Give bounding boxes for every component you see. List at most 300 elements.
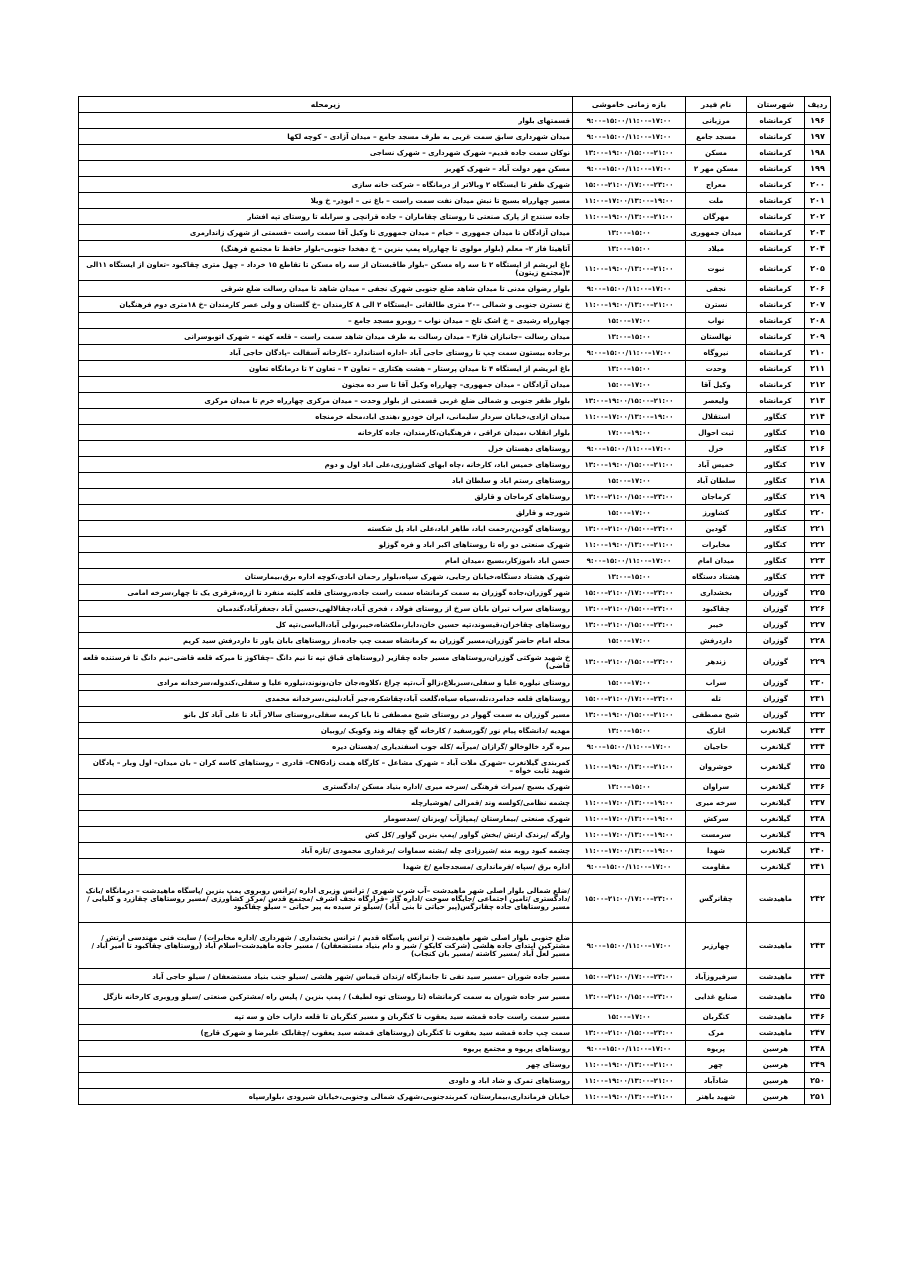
table-row <box>79 779 831 795</box>
cell-time: ۲۳:۰۰–۲۱:۰۰/۱۵:۰۰–۱۳:۰۰ <box>573 1025 686 1041</box>
cell-row: ۱۹۶ <box>805 113 831 129</box>
cell-area: کمربندی گیلانغرب –شهرک ملات آباد – شهرک مشاعل – کارگاه همت زادCNG– قادری – روستاهای کاسه کران – بان میدان– اول وبار – پادگان شهید ثابت خواه – <box>79 755 573 779</box>
cell-city: کرمانشاه <box>747 129 805 145</box>
cell-feeder: اتارک <box>686 723 747 739</box>
cell-row: ۱۹۷ <box>805 129 831 145</box>
cell-area: مسیر سر جاده شوران به سمت کرمانشاه (تا روستای توه لطیف) / پمپ بنزین / پلیس راه /مشترکین صنعتی /سیلو وروبری کارخانه نازگل <box>79 985 573 1009</box>
table-row <box>79 145 831 161</box>
cell-area: روستاهای پریوه و مجتمع پریوه <box>79 1041 573 1057</box>
table-row <box>79 313 831 329</box>
cell-row: ۲۱۹ <box>805 489 831 505</box>
table-row <box>79 601 831 617</box>
cell-feeder: بخشداری <box>686 585 747 601</box>
cell-time: ۲۳:۰۰–۲۱:۰۰/۱۷:۰۰–۱۵:۰۰ <box>573 875 686 923</box>
table-row <box>79 811 831 827</box>
cell-feeder: نهالستان <box>686 329 747 345</box>
table-row <box>79 377 831 393</box>
cell-city: کرمانشاه <box>747 377 805 393</box>
table-row <box>79 457 831 473</box>
cell-feeder: ولیعصر <box>686 393 747 409</box>
cell-city: کرمانشاه <box>747 161 805 177</box>
cell-city: ماهیدشت <box>747 1009 805 1025</box>
cell-feeder: پریوه <box>686 1041 747 1057</box>
cell-time: ۱۷:۰۰–۱۵:۰۰/۱۱:۰۰–۹:۰۰ <box>573 345 686 361</box>
table-row <box>79 723 831 739</box>
cell-row: ۲۱۷ <box>805 457 831 473</box>
cell-city: کرمانشاه <box>747 361 805 377</box>
cell-time: ۲۱:۰۰–۱۹:۰۰/۱۳:۰۰–۱۱:۰۰ <box>573 257 686 281</box>
cell-city: گیلانغرب <box>747 827 805 843</box>
cell-time: ۲۳:۰۰–۲۱:۰۰/۱۷:۰۰–۱۵:۰۰ <box>573 691 686 707</box>
cell-time: ۲۱:۰۰–۱۹:۰۰/۱۳:۰۰–۱۱:۰۰ <box>573 1057 686 1073</box>
table-row <box>79 553 831 569</box>
table-row <box>79 985 831 1009</box>
cell-city: گیلانغرب <box>747 811 805 827</box>
cell-city: کرمانشاه <box>747 345 805 361</box>
cell-time: ۱۹:۰۰–۱۷:۰۰/۱۳:۰۰–۱۱:۰۰ <box>573 409 686 425</box>
cell-city: گیلانغرب <box>747 843 805 859</box>
cell-feeder: وحدت <box>686 361 747 377</box>
cell-city: کرمانشاه <box>747 113 805 129</box>
cell-time: ۱۹:۰۰–۱۷:۰۰ <box>573 425 686 441</box>
cell-time: ۲۱:۰۰–۱۹:۰۰/۱۳:۰۰–۱۱:۰۰ <box>573 1089 686 1105</box>
cell-city: گیلانغرب <box>747 739 805 755</box>
cell-time: ۲۳:۰۰–۲۱:۰۰/۱۷:۰۰–۱۵:۰۰ <box>573 585 686 601</box>
cell-feeder: مخابرات <box>686 537 747 553</box>
cell-time: ۱۷:۰۰–۱۵:۰۰/۱۱:۰۰–۹:۰۰ <box>573 859 686 875</box>
cell-feeder: شهید باهنر <box>686 1089 747 1105</box>
cell-time: ۱۷:۰۰–۱۵:۰۰ <box>573 505 686 521</box>
cell-area: جاده سنندج از پارک صنعتی تا روستای چقاماران – جاده قزانچی و سرابله تا روستای تپه افشار <box>79 209 573 225</box>
cell-area: شهر گوزران،جاده گوزران به سمت کرمانشاه سمت راست جاده،روستای قلعه کلیته منفرد تا ازره،قرقری یک تا چهار،سرخه امامی <box>79 585 573 601</box>
table-row <box>79 113 831 129</box>
cell-row: ۲۲۴ <box>805 569 831 585</box>
cell-city: کرمانشاه <box>747 281 805 297</box>
cell-row: ۲۲۲ <box>805 537 831 553</box>
cell-area: باغ ابریشم از ایستگاه ۲ تا سه راه مسکن –بلوار طاقبستان از سه راه مسکن تا تقاطع ۱۵ خرداد – چهل متری چقاکبود –تعاون از ایستگاه ۱۱الی ۴(مجتمع زیتون) <box>79 257 573 281</box>
cell-area: روستای نیلوره علیا و سفلی،سبزبلاغ،زالو آب،تپه چراغ ،کلاوه،جان جان،ونوند،نیلوره علیا و سفلی،کندوله،سرخدانه مرادی <box>79 675 573 691</box>
cell-city: کنگاور <box>747 489 805 505</box>
cell-area: بلوار ظفر جنوبی و شمالی ضلع غربی قسمتی از بلوار وحدت – میدان مرکزی چهارراه خرم تا میدان مرکزی <box>79 393 573 409</box>
cell-feeder: سرفیروزآباد <box>686 969 747 985</box>
cell-time: ۱۵:۰۰–۱۳:۰۰ <box>573 361 686 377</box>
cell-feeder: شهدا <box>686 843 747 859</box>
cell-time: ۱۷:۰۰–۱۵:۰۰/۱۱:۰۰–۹:۰۰ <box>573 553 686 569</box>
cell-city: کرمانشاه <box>747 313 805 329</box>
cell-row: ۲۵۰ <box>805 1073 831 1089</box>
cell-area: خیابان فرمانداری،بیمارستان، کمربندجنوبی،شهرک شمالی وجنوبی،خیابان شیرودی ،بلوارسپاه <box>79 1089 573 1105</box>
cell-city: کنگاور <box>747 425 805 441</box>
cell-row: ۲۴۶ <box>805 1009 831 1025</box>
cell-area: ضلع جنوبی بلوار اصلی شهر ماهیدشت ( ترانس پاسگاه قدیم / ترانس بخشداری / شهرداری /اداره مخابرات) / سایت فنی مهندسی ارتش / مشترکین ابتدای جاده هلشی (شرکت کایکو / شیر و دام بنیاد مستضعفان) / مسیر جاده ماهیدشت–اسلام آباد (روستاهای چقاکبود تا امیر آباد / مسیر لعل آباد /مسیر کاشته /مسیر بان کنجاب) <box>79 923 573 969</box>
cell-time: ۲۳:۰۰–۲۱:۰۰/۱۵:۰۰–۱۳:۰۰ <box>573 489 686 505</box>
cell-area: میدان رسالت –جانبازان فاز۴ – میدان رسالت به طرف میدان شاهد سمت راست – قلعه کهنه – شهرک اتوبوسرانی <box>79 329 573 345</box>
cell-city: کنگاور <box>747 537 805 553</box>
table-row <box>79 875 831 923</box>
table-body <box>79 113 831 1105</box>
cell-area: آتاهیتا فاز ۲– معلم (بلوار مولوی تا چهارراه پمپ بنزین – خ دهخدا جنوبی–بلوار حافظ تا مجتمع فرهنگ) <box>79 241 573 257</box>
cell-area: بلوار انقلاب ،میدان عراقی ، فرهنگیان،کارمندان، جاده کارخانه <box>79 425 573 441</box>
cell-feeder: شیخ مصطفی <box>686 707 747 723</box>
cell-area: چشمه نظامی/کولسه وند /قمرالی /هوشیارچله <box>79 795 573 811</box>
cell-feeder: میلاد <box>686 241 747 257</box>
cell-time: ۲۱:۰۰–۱۹:۰۰/۱۳:۰۰–۱۱:۰۰ <box>573 537 686 553</box>
table-row <box>79 241 831 257</box>
cell-feeder: ملت <box>686 193 747 209</box>
table-row <box>79 969 831 985</box>
cell-time: ۲۱:۰۰–۱۹:۰۰/۱۵:۰۰–۱۳:۰۰ <box>573 707 686 723</box>
cell-row: ۲۰۲ <box>805 209 831 225</box>
cell-feeder: شادآباد <box>686 1073 747 1089</box>
cell-area: مسکن مهر دولت آباد – شهرک کهریز <box>79 161 573 177</box>
cell-time: ۱۵:۰۰–۱۳:۰۰ <box>573 569 686 585</box>
cell-row: ۲۱۶ <box>805 441 831 457</box>
cell-feeder: معراج <box>686 177 747 193</box>
cell-time: ۱۹:۰۰–۱۷:۰۰/۱۳:۰۰–۱۱:۰۰ <box>573 827 686 843</box>
cell-time: ۲۳:۰۰–۲۱:۰۰/۱۵:۰۰–۱۳:۰۰ <box>573 601 686 617</box>
cell-time: ۱۷:۰۰–۱۵:۰۰ <box>573 633 686 649</box>
cell-area: روستای چهر <box>79 1057 573 1073</box>
cell-feeder: صنایع غذایی <box>686 985 747 1009</box>
cell-area: روستاهای سراب تیران بابان سرخ از روستای فولاد ، فخری آباد،چقالالهی،حسین آباد ،جعفرآباد،گندمبان <box>79 601 573 617</box>
cell-time: ۱۷:۰۰–۱۵:۰۰/۱۱:۰۰–۹:۰۰ <box>573 113 686 129</box>
cell-row: ۲۴۳ <box>805 923 831 969</box>
cell-row: ۲۳۴ <box>805 739 831 755</box>
cell-row: ۲۰۸ <box>805 313 831 329</box>
table-row <box>79 281 831 297</box>
cell-area: چشمه کبود روبه منه /شیرزادی چله /بشته سماوات /برغداری محمودی /تازه آباد <box>79 843 573 859</box>
cell-city: کرمانشاه <box>747 193 805 209</box>
table-row <box>79 409 831 425</box>
cell-area: روستاهای رستم اباد و سلطان اباد <box>79 473 573 489</box>
cell-time: ۱۷:۰۰–۱۵:۰۰ <box>573 1009 686 1025</box>
cell-area: میدان آزادگان تا میدان جمهوری – خیام – میدان جمهوری تا وکیل آقا سمت راست –قسمتی از شهرک زاندارمری <box>79 225 573 241</box>
table-row <box>79 177 831 193</box>
header-city: شهرستان <box>747 97 805 113</box>
cell-feeder: چقاکبود <box>686 601 747 617</box>
cell-area: خ شهید شوکتی گوزران،روستاهای مسیر جاده چقازیر (روستاهای قباق تپه تا نیم دانگ –چقاکوز تا میرکه قلعه قاضی–نیم دانگ تا فرستنده قلعه قاضی) <box>79 649 573 675</box>
cell-city: کنگاور <box>747 569 805 585</box>
cell-city: گوزران <box>747 601 805 617</box>
cell-row: ۲۰۹ <box>805 329 831 345</box>
cell-area: شهرک بسیج /میراث فرهنگی /سرخه میری /اداره بنیاد مسکن /دادگستری <box>79 779 573 795</box>
cell-time: ۲۱:۰۰–۱۹:۰۰/۱۳:۰۰–۱۱:۰۰ <box>573 297 686 313</box>
table-row <box>79 1009 831 1025</box>
cell-feeder: سراوان <box>686 779 747 795</box>
cell-city: کرمانشاه <box>747 209 805 225</box>
table-row <box>79 1073 831 1089</box>
cell-feeder: خمیس آباد <box>686 457 747 473</box>
cell-time: ۱۵:۰۰–۱۳:۰۰ <box>573 241 686 257</box>
cell-time: ۱۹:۰۰–۱۷:۰۰/۱۳:۰۰–۱۱:۰۰ <box>573 795 686 811</box>
table-row <box>79 473 831 489</box>
cell-area: شهرک ظفر تا ایستگاه ۲ وبالاتر از درمانگاه – شرکت خانه سازی <box>79 177 573 193</box>
cell-area: روستاهای خمیس اباد، کارخانه ،چاه ابهای کشاورزی،علی اباد اول و دوم <box>79 457 573 473</box>
cell-city: کنگاور <box>747 505 805 521</box>
cell-city: کرمانشاه <box>747 241 805 257</box>
cell-time: ۲۱:۰۰–۱۹:۰۰/۱۵:۰۰–۱۳:۰۰ <box>573 145 686 161</box>
header-row-number: ردیف <box>805 97 831 113</box>
cell-area: سمت چپ جاده قمشه سید یعقوب تا کنگربان (روستاهای قمشه سید یعقوب /چقابلک علیرضا و شهرک قارچ) <box>79 1025 573 1041</box>
cell-city: گیلانغرب <box>747 779 805 795</box>
cell-city: هرسین <box>747 1057 805 1073</box>
cell-feeder: نواب <box>686 313 747 329</box>
header-area: زیرمحله <box>79 97 573 113</box>
cell-row: ۱۹۸ <box>805 145 831 161</box>
cell-feeder: سراب <box>686 675 747 691</box>
outage-schedule-sheet <box>78 96 830 1105</box>
cell-city: کرمانشاه <box>747 393 805 409</box>
cell-feeder: داردرفش <box>686 633 747 649</box>
cell-city: ماهیدشت <box>747 969 805 985</box>
cell-area: مسیر چهارراه بسیج تا نبش میدان نفت سمت راست – باغ نی – ابوذر– خ ویلا <box>79 193 573 209</box>
cell-feeder: سرمست <box>686 827 747 843</box>
cell-area: وارگه /پرندک ارتش /بخش گواور /پمپ بنزین گواور /کل کش <box>79 827 573 843</box>
cell-time: ۱۵:۰۰–۱۳:۰۰ <box>573 723 686 739</box>
table-row <box>79 569 831 585</box>
table-row <box>79 537 831 553</box>
cell-row: ۲۳۷ <box>805 795 831 811</box>
cell-row: ۲۰۷ <box>805 297 831 313</box>
cell-time: ۲۱:۰۰–۱۹:۰۰/۱۳:۰۰–۱۱:۰۰ <box>573 209 686 225</box>
cell-area: میدان شهرداری سابق سمت غربی به طرف مسجد جامع – میدان آزادی – کوچه لکها <box>79 129 573 145</box>
cell-city: گیلانغرب <box>747 723 805 739</box>
cell-feeder: کرماجان <box>686 489 747 505</box>
cell-area: محله امام حاضر گوزران،مسیر گوزران به کرمانشاه سمت چپ جاده،از روستاهای بابان یاور تا داردرفش سید کریم <box>79 633 573 649</box>
table-row <box>79 209 831 225</box>
cell-row: ۲۳۹ <box>805 827 831 843</box>
cell-feeder: کشاورز <box>686 505 747 521</box>
table-row <box>79 795 831 811</box>
cell-feeder: خوشروان <box>686 755 747 779</box>
cell-city: کنگاور <box>747 473 805 489</box>
table-row <box>79 345 831 361</box>
cell-row: ۲۳۰ <box>805 675 831 691</box>
table-row <box>79 1089 831 1105</box>
cell-feeder: ثبت احوال <box>686 425 747 441</box>
cell-area: شهرک صنعتی دو راه تا روستاهای اکبر اباد و فره گوزلو <box>79 537 573 553</box>
cell-row: ۲۰۶ <box>805 281 831 297</box>
cell-row: ۲۲۷ <box>805 617 831 633</box>
cell-time: ۱۷:۰۰–۱۵:۰۰/۱۱:۰۰–۹:۰۰ <box>573 1041 686 1057</box>
cell-feeder: نیروگاه <box>686 345 747 361</box>
cell-row: ۲۰۱ <box>805 193 831 209</box>
cell-row: ۲۴۵ <box>805 985 831 1009</box>
cell-row: ۲۳۳ <box>805 723 831 739</box>
cell-city: کرمانشاه <box>747 297 805 313</box>
cell-feeder: گودین <box>686 521 747 537</box>
cell-area: روستاهای قلعه خدامرد،تله،سیاه سیاه،گلعت آباد،چقاشکره،جبر آباد،لینی،سرخدانه محمدی <box>79 691 573 707</box>
cell-row: ۲۱۰ <box>805 345 831 361</box>
cell-feeder: چقانرگس <box>686 875 747 923</box>
cell-city: گیلانغرب <box>747 755 805 779</box>
cell-feeder: هشتاد دستگاه <box>686 569 747 585</box>
cell-time: ۲۱:۰۰–۱۹:۰۰/۱۵:۰۰–۱۳:۰۰ <box>573 393 686 409</box>
cell-row: ۱۹۹ <box>805 161 831 177</box>
table-row <box>79 827 831 843</box>
table-row <box>79 193 831 209</box>
table-row <box>79 489 831 505</box>
table-row <box>79 633 831 649</box>
cell-city: کنگاور <box>747 521 805 537</box>
table-row <box>79 425 831 441</box>
cell-time: ۱۷:۰۰–۱۵:۰۰/۱۱:۰۰–۹:۰۰ <box>573 739 686 755</box>
cell-row: ۲۲۰ <box>805 505 831 521</box>
cell-area: روستاهای گودین،رحمت اباد، طاهر اباد،علی اباد پل شکسته <box>79 521 573 537</box>
cell-area: شورجه و قارلق <box>79 505 573 521</box>
cell-time: ۱۷:۰۰–۱۵:۰۰ <box>573 675 686 691</box>
cell-time: ۱۹:۰۰–۱۷:۰۰/۱۳:۰۰–۱۱:۰۰ <box>573 193 686 209</box>
cell-area: مسیر سمت راست جاده قمشه سید یعقوب تا کنگربان و مسیر کنگربان تا قلعه داراب خان و سه تپه <box>79 1009 573 1025</box>
cell-area: روستاهای کرماجان و قارلق <box>79 489 573 505</box>
cell-city: هرسین <box>747 1073 805 1089</box>
cell-time: ۱۵:۰۰–۱۳:۰۰ <box>573 225 686 241</box>
table-row <box>79 297 831 313</box>
table-row <box>79 329 831 345</box>
cell-city: گوزران <box>747 707 805 723</box>
cell-row: ۲۰۰ <box>805 177 831 193</box>
cell-feeder: خزل <box>686 441 747 457</box>
table-row <box>79 129 831 145</box>
table-row <box>79 859 831 875</box>
table-row <box>79 441 831 457</box>
cell-row: ۲۴۱ <box>805 859 831 875</box>
cell-city: کنگاور <box>747 457 805 473</box>
cell-row: ۲۲۳ <box>805 553 831 569</box>
cell-time: ۱۹:۰۰–۱۷:۰۰/۱۳:۰۰–۱۱:۰۰ <box>573 843 686 859</box>
cell-city: گوزران <box>747 691 805 707</box>
cell-time: ۱۷:۰۰–۱۵:۰۰ <box>573 313 686 329</box>
cell-row: ۲۴۰ <box>805 843 831 859</box>
table-row <box>79 225 831 241</box>
cell-area: شهرک صنعتی /بیمارستان /پمپاژآب /ویزنان /سدسومار <box>79 811 573 827</box>
cell-area: مسیر جاده شوران –مسیر سید نفی تا جانمازگاه /زندان قیماس /شهر هلشی /سیلو جنب بنیاد مستضعفان / سیلو حاجی آباد <box>79 969 573 985</box>
cell-city: گوزران <box>747 585 805 601</box>
cell-row: ۲۱۵ <box>805 425 831 441</box>
cell-city: کرمانشاه <box>747 329 805 345</box>
cell-city: گوزران <box>747 633 805 649</box>
cell-area: مسیر گوزران به سمت گهوار در روستای شیخ مصطفی تا بابا کریمه سفلی،روستای سالار آباد تا علی آباد کل بانو <box>79 707 573 723</box>
cell-time: ۲۳:۰۰–۲۱:۰۰/۱۷:۰۰–۱۵:۰۰ <box>573 177 686 193</box>
cell-area: مهدیه /دانشگاه پیام نور /گورسفید / کارخانه گچ چقاله وند وکویک /روبیان <box>79 723 573 739</box>
cell-city: کرمانشاه <box>747 177 805 193</box>
cell-feeder: سرخه میری <box>686 795 747 811</box>
cell-row: ۲۴۴ <box>805 969 831 985</box>
cell-area: خ نسترن جنوبی و شمالی –۲۰ متری طالقانی –ایستگاه ۲ الی ۸ کارمندان –خ گلستان و ولی عصر کارمندان –خ ۱۸متری دوم فرهنگیان <box>79 297 573 313</box>
cell-area: میدان آزادگان – میدان جمهوری– چهارراه وکیل آقا تا سر ده مجنون <box>79 377 573 393</box>
cell-feeder: حاجیان <box>686 739 747 755</box>
cell-time: ۱۷:۰۰–۱۵:۰۰/۱۱:۰۰–۹:۰۰ <box>573 441 686 457</box>
cell-time: ۲۳:۰۰–۲۱:۰۰/۱۵:۰۰–۱۳:۰۰ <box>573 521 686 537</box>
cell-row: ۲۳۱ <box>805 691 831 707</box>
cell-row: ۲۴۸ <box>805 1041 831 1057</box>
cell-feeder: وکیل آقا <box>686 377 747 393</box>
cell-row: ۲۳۸ <box>805 811 831 827</box>
cell-city: کنگاور <box>747 553 805 569</box>
cell-city: کنگاور <box>747 409 805 425</box>
cell-city: ماهیدشت <box>747 1025 805 1041</box>
table-row <box>79 521 831 537</box>
cell-row: ۲۱۴ <box>805 409 831 425</box>
cell-area: حسن اباد ،اموزکار،بسیج ،میدان امام <box>79 553 573 569</box>
cell-feeder: کنگربان <box>686 1009 747 1025</box>
cell-area: روستاهای چقاخزان،قیسوند،تپه حسین خان،دابار،ملکشاه،خیبر،ولی آباد،الیاسی،تپه کل <box>79 617 573 633</box>
cell-area: چهارراه رشیدی – خ اشک تلخ – میدان نواب – روبرو مسجد جامع – <box>79 313 573 329</box>
table-row <box>79 1025 831 1041</box>
cell-row: ۲۱۸ <box>805 473 831 489</box>
cell-feeder: سلطان آباد <box>686 473 747 489</box>
cell-feeder: چهارزبر <box>686 923 747 969</box>
table-row <box>79 649 831 675</box>
cell-time: ۱۵:۰۰–۱۳:۰۰ <box>573 779 686 795</box>
cell-row: ۲۵۱ <box>805 1089 831 1105</box>
cell-row: ۲۱۱ <box>805 361 831 377</box>
cell-row: ۲۳۲ <box>805 707 831 723</box>
cell-time: ۲۳:۰۰–۲۱:۰۰/۱۵:۰۰–۱۳:۰۰ <box>573 617 686 633</box>
cell-city: گیلانغرب <box>747 859 805 875</box>
cell-time: ۲۳:۰۰–۲۱:۰۰/۱۷:۰۰–۱۵:۰۰ <box>573 969 686 985</box>
cell-row: ۲۴۹ <box>805 1057 831 1073</box>
cell-city: کرمانشاه <box>747 225 805 241</box>
table-row <box>79 843 831 859</box>
cell-city: گوزران <box>747 649 805 675</box>
table-row <box>79 1057 831 1073</box>
cell-time: ۱۷:۰۰–۱۵:۰۰ <box>573 473 686 489</box>
cell-row: ۲۰۴ <box>805 241 831 257</box>
table-row <box>79 161 831 177</box>
cell-feeder: نجفی <box>686 281 747 297</box>
cell-feeder: چهر <box>686 1057 747 1073</box>
cell-feeder: نبوت <box>686 257 747 281</box>
table-row <box>79 257 831 281</box>
cell-feeder: میدان امام <box>686 553 747 569</box>
cell-time: ۱۵:۰۰–۱۳:۰۰ <box>573 329 686 345</box>
cell-time: ۱۹:۰۰–۱۷:۰۰/۱۳:۰۰–۱۱:۰۰ <box>573 811 686 827</box>
cell-row: ۲۴۲ <box>805 875 831 923</box>
cell-row: ۲۰۳ <box>805 225 831 241</box>
cell-feeder: میدان جمهوری <box>686 225 747 241</box>
table-row <box>79 361 831 377</box>
cell-city: کرمانشاه <box>747 145 805 161</box>
cell-feeder: استقلال <box>686 409 747 425</box>
cell-time: ۲۱:۰۰–۱۹:۰۰/۱۵:۰۰–۱۳:۰۰ <box>573 457 686 473</box>
table-row <box>79 691 831 707</box>
cell-feeder: مسجد جامع <box>686 129 747 145</box>
cell-area: قسمتهای بلوار <box>79 113 573 129</box>
table-row <box>79 739 831 755</box>
cell-city: ماهیدشت <box>747 985 805 1009</box>
cell-area: باغ ابریشم از ایستگاه ۴ تا میدان پرستار – هشت هکتاری – تعاون ۳ – تعاون ۲ تا درمانگاه تعاون <box>79 361 573 377</box>
cell-feeder: مرزبانی <box>686 113 747 129</box>
table-row <box>79 707 831 723</box>
cell-row: ۲۲۸ <box>805 633 831 649</box>
table-row <box>79 617 831 633</box>
outage-table <box>78 96 831 1105</box>
cell-feeder: نسترن <box>686 297 747 313</box>
table-header-row <box>79 97 831 113</box>
cell-area: بلوار رضوان مدنی تا میدان شاهد ضلع جنوبی شهرک نجفی – میدان شاهد تا میدان رسالت ضلع شرقی <box>79 281 573 297</box>
cell-city: ماهیدشت <box>747 923 805 969</box>
cell-row: ۲۴۷ <box>805 1025 831 1041</box>
cell-time: ۱۷:۰۰–۱۵:۰۰/۱۱:۰۰–۹:۰۰ <box>573 923 686 969</box>
cell-city: گوزران <box>747 675 805 691</box>
cell-row: ۲۲۵ <box>805 585 831 601</box>
cell-area: اداره برق /سپاه /فرمانداری /مسجدجامع /خ شهدا <box>79 859 573 875</box>
cell-row: ۲۲۶ <box>805 601 831 617</box>
cell-area: میدان ازادی،خیابان سردار سلیمانی، ایران خودرو ،هندی اباد،محله خرمنجاه <box>79 409 573 425</box>
cell-feeder: مسکن <box>686 145 747 161</box>
table-row <box>79 923 831 969</box>
